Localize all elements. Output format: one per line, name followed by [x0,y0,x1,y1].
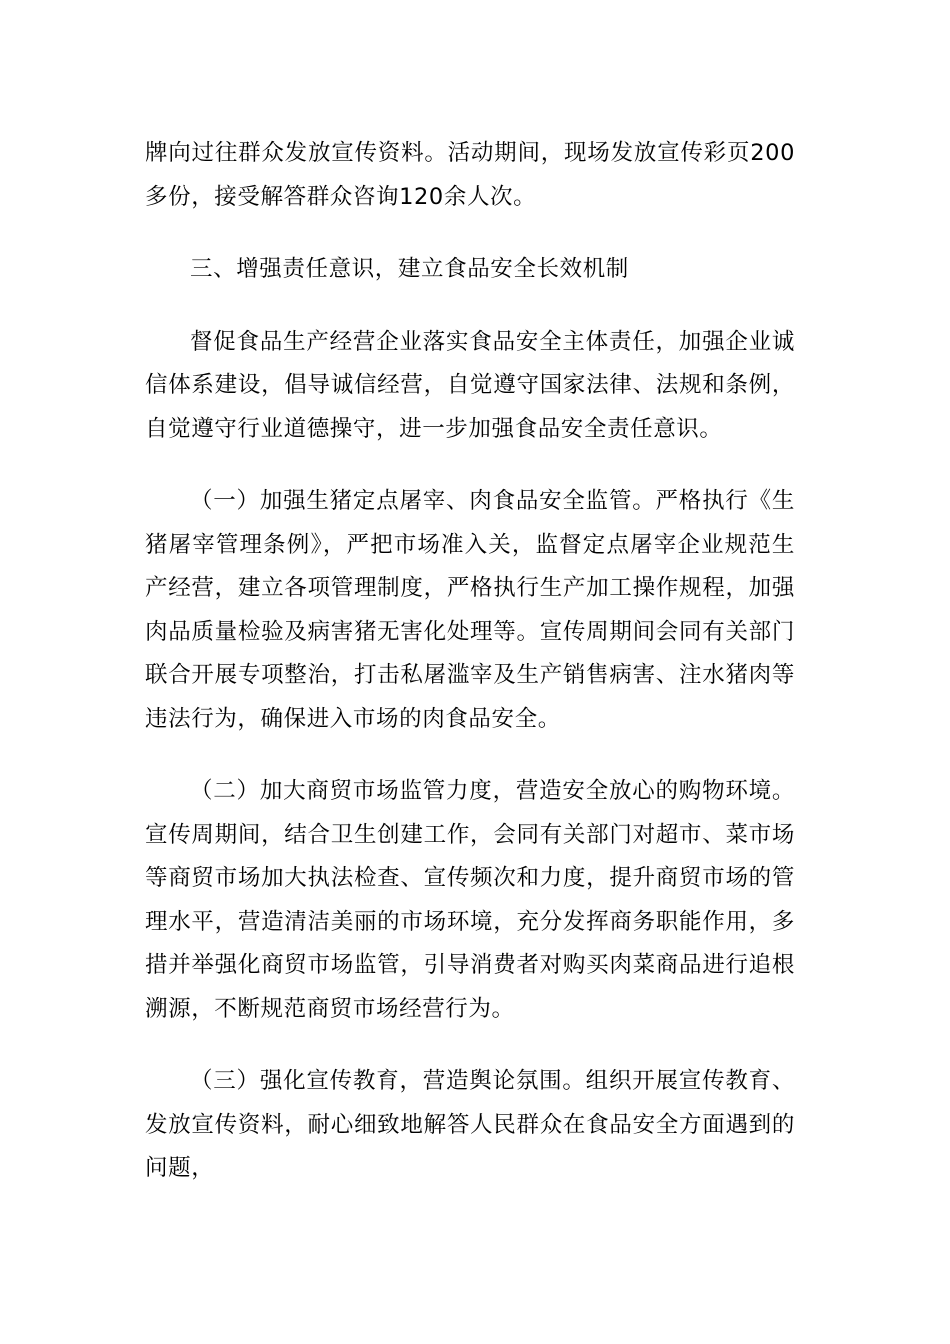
section-heading: 三、增强责任意识，建立食品安全长效机制 [190,256,629,282]
paragraph-item-2: （二）加大商贸市场监管力度，营造安全放心的购物环境。宣传周期间，结合卫生创建工作，会同有关部门对超市、菜市场等商贸市场加大执法检查、宣传频次和力度，提升商贸市场的管理水平，营造清洁美丽的市场环境，充分发挥商务职能作用，多措并举强化商贸市场监管，引导消费者对购买肉菜商品进行追根溯源，不断规范商贸市场经营行为。 [145,778,795,1022]
paragraph-gap [145,1031,795,1060]
paragraph-gap [145,451,795,480]
paragraph-gap [145,292,795,321]
paragraph-item-1: （一）加强生猪定点屠宰、肉食品安全监管。严格执行《生猪屠宰管理条例》，严把市场准入关，监督定点屠宰企业规范生产经营，建立各项管理制度，严格执行生产加工操作规程，加强肉品质量检验及病害猪无害化处理等。宣传周期间会同有关部门联合开展专项整治，打击私屠滥宰及生产销售病害、注水猪肉等违法行为，确保进入市场的肉食品安全。 [145,488,795,732]
document-body [145,132,795,1191]
paragraph-responsibility: 督促食品生产经营企业落实食品安全主体责任，加强企业诚信体系建设，倡导诚信经营，自觉遵守国家法律、法规和条例，自觉遵守行业道德操守，进一步加强食品安全责任意识。 [145,328,795,442]
paragraph-continued: 牌向过往群众发放宣传资料。活动期间，现场发放宣传彩页200多份，接受解答群众咨询120余人次。 [145,140,795,210]
paragraph-item-3: （三）强化宣传教育，营造舆论氛围。组织开展宣传教育、发放宣传资料，耐心细致地解答人民群众在食品安全方面遇到的问题， [145,1068,795,1181]
paragraph-gap [145,741,795,770]
paragraph-gap [145,219,795,248]
